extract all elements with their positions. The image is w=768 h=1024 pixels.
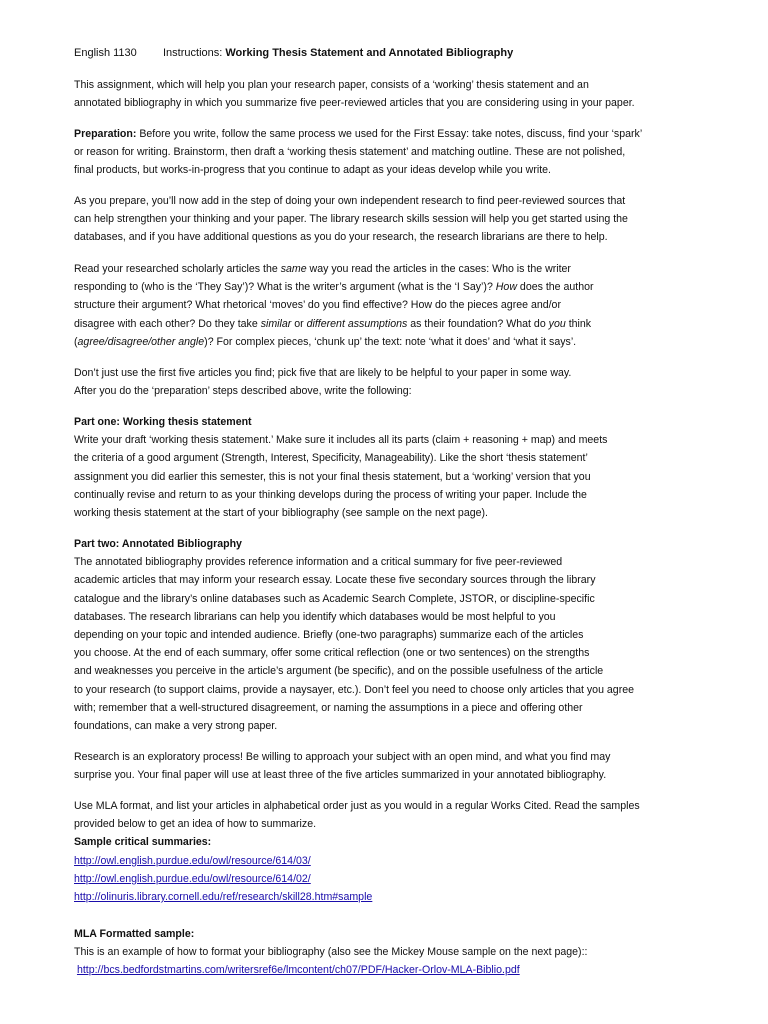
text-line: can help strengthen your thinking and your paper. The library research skills session will help you get started using the xyxy=(74,213,628,226)
selection-paragraph xyxy=(74,364,704,400)
exploratory-paragraph xyxy=(74,748,704,784)
text-line: databases. The research librarians can help you identify which databases would be most helpful to you xyxy=(74,610,556,623)
course-code: English 1130 xyxy=(74,47,137,59)
text-line: (agree/disagree/other angle)? For complex pieces, ‘chunk up’ the text: note ‘what it does’ and ‘what it says’. xyxy=(74,335,577,348)
section-heading: Part two: Annotated Bibliography xyxy=(74,538,242,550)
preparation-paragraph xyxy=(74,125,704,180)
text-line: The annotated bibliography provides reference information and a critical summary for five peer-reviewed xyxy=(74,556,563,569)
text-line: responding to (who is the ‘They Say’)? What is the writer’s argument (what is the ‘I Say’)? How does the author xyxy=(74,281,594,294)
text-line: After you do the ‘preparation’ steps described above, write the following: xyxy=(74,385,412,398)
reading-paragraph xyxy=(74,260,704,351)
part-two-section xyxy=(74,535,704,735)
text-line: with; remember that a well-structured disagreement, or naming the assumptions in a piece and offering other xyxy=(74,701,583,714)
sample-link-cornell[interactable]: http://olinuris.library.cornell.edu/ref/research/skill28.htm#sample xyxy=(74,890,373,903)
section-heading: Sample critical summaries: xyxy=(74,836,212,849)
part-one-section xyxy=(74,413,704,522)
section-heading: MLA Formatted sample: xyxy=(74,928,195,940)
sample-link-purdue-03[interactable]: http://owl.english.purdue.edu/owl/resource/614/03/ xyxy=(74,854,311,867)
text-line: annotated bibliography in which you summarize five peer-reviewed articles that you are considering using in your paper. xyxy=(74,97,635,110)
text-line: Write your draft ‘working thesis statement.’ Make sure it includes all its parts (claim + reasoning + map) and meets xyxy=(74,434,608,447)
text-line: the criteria of a good argument (Strength, Interest, Specificity, Manageability). Like the short ‘thesis statement’ xyxy=(74,452,588,465)
text-line: This assignment, which will help you plan your research paper, consists of a ‘working’ thesis statement and an xyxy=(74,79,589,91)
text-line: databases, and if you have additional questions as you do your research, the research librarians are there to help. xyxy=(74,231,608,244)
text-line: Use MLA format, and list your articles in alphabetical order just as you would in a regular Works Cited. Read the samples xyxy=(74,800,640,812)
research-paragraph xyxy=(74,192,704,247)
text-line: you choose. At the end of each summary, offer some critical reflection (one or two sentences) on the strengths xyxy=(74,647,590,660)
text-line: Research is an exploratory process! Be willing to approach your subject with an open mind, and what you find may xyxy=(74,751,611,763)
text-line: Read your researched scholarly articles the same way you read the articles in the cases: Who is the writer xyxy=(74,263,571,275)
text-line: to your research (to support claims, provide a naysayer, etc.). Don’t feel you need to choose only articles that you agree xyxy=(74,683,634,696)
mla-section xyxy=(74,797,704,906)
text-line: catalogue and the library’s online databases such as Academic Search Complete, JSTOR, or discipline-specific xyxy=(74,592,595,605)
text-line: or reason for writing. Brainstorm, then draft a ‘working thesis statement’ and matching outline. These are not polished, xyxy=(74,146,626,159)
text-line: continually revise and return to as your thinking develops during the process of writing your paper. Include the xyxy=(74,488,587,501)
formatted-sample-section xyxy=(74,925,704,980)
text-line: surprise you. Your final paper will use at least three of the five articles summarized in your annotated bibliography. xyxy=(74,769,607,782)
preparation-label: Preparation: xyxy=(74,128,137,140)
sample-link-purdue-02[interactable]: http://owl.english.purdue.edu/owl/resource/614/02/ xyxy=(74,872,311,885)
title-text: Working Thesis Statement and Annotated Bibliography xyxy=(225,47,514,59)
text-line: structure their argument? What rhetorical ‘moves’ do you find effective? How do the pieces agree and/or xyxy=(74,299,561,312)
text-line: Don’t just use the first five articles you find; pick five that are likely to be helpful to your paper in some way. xyxy=(74,367,572,379)
text-line: foundations, can make a very strong paper. xyxy=(74,719,278,732)
text-line: working thesis statement at the start of your bibliography (see sample on the next page). xyxy=(74,506,488,519)
text-line: final products, but works-in-progress that you continue to adapt as your ideas develop while you write. xyxy=(74,164,551,177)
intro-paragraph xyxy=(74,76,704,112)
document-title xyxy=(163,47,513,59)
mla-sample-link[interactable]: http://bcs.bedfordstmartins.com/writersref6e/lmcontent/ch07/PDF/Hacker-Orlov-MLA-Biblio.pdf xyxy=(76,964,520,977)
text-line: Preparation: Before you write, follow the same process we used for the First Essay: take notes, discuss, find your ‘spark’ xyxy=(74,128,643,140)
text-line: provided below to get an idea of how to summarize. xyxy=(74,818,317,831)
text-line: academic articles that may inform your research essay. Locate these five secondary sources through the library xyxy=(74,574,596,587)
text-line: depending on your topic and intended audience. Briefly (one-two paragraphs) summarize each of the articles xyxy=(74,628,584,641)
title-prefix: Instructions: xyxy=(163,47,226,59)
text-line: assignment you did earlier this semester, this is not your final thesis statement, but a ‘working’ version that you xyxy=(74,470,591,483)
text-line: As you prepare, you’ll now add in the step of doing your own independent research to find peer-reviewed sources that xyxy=(74,195,626,207)
text-line: and weaknesses you perceive in the article’s argument (be specific), and on the possible usefulness of the article xyxy=(74,665,604,678)
section-heading: Part one: Working thesis statement xyxy=(74,416,252,428)
text-line: This is an example of how to format your bibliography (also see the Mickey Mouse sample on the next page):: xyxy=(74,946,588,959)
text-line: disagree with each other? Do they take similar or different assumptions as their foundation? What do you think xyxy=(74,317,592,330)
